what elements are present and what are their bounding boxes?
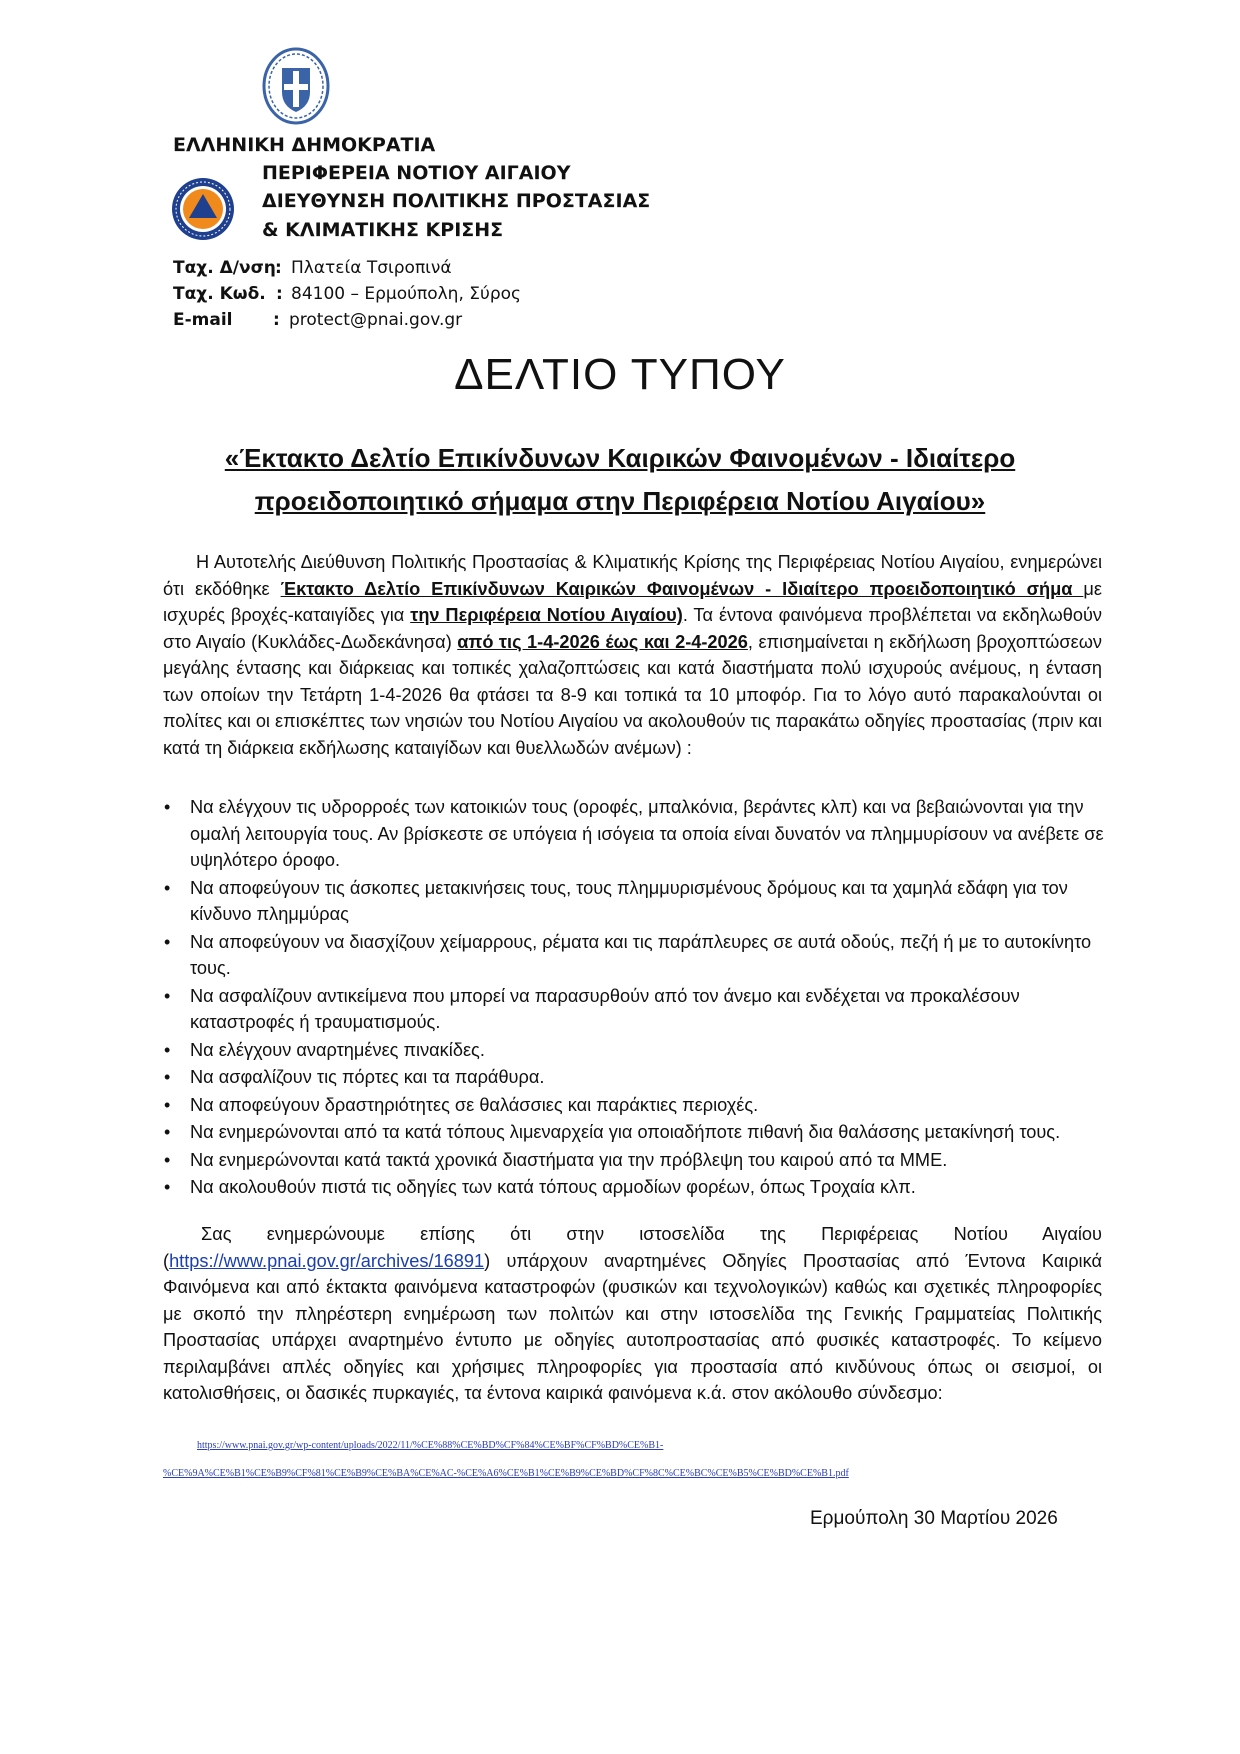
directorate-line-1: ΔΙΕΥΘΥΝΣΗ ΠΟΛΙΤΙΚΗΣ ΠΡΟΣΤΑΣΙΑΣ [262, 190, 651, 212]
list-item: • Να ακολουθούν πιστά τις οδηγίες των κατά τόπους αρμοδίων φορέων, όπως Τροχαία κλπ. [160, 1174, 1105, 1201]
greek-coat-of-arms-icon [262, 46, 330, 126]
archives-link[interactable]: https://www.pnai.gov.gr/archives/16891 [169, 1250, 485, 1271]
date-line: Ερμούπολη 30 Μαρτίου 2026 [810, 1508, 1058, 1529]
list-item: • Να ασφαλίζουν τις πόρτες και τα παράθυρα. [160, 1064, 1105, 1091]
info-paragraph: Σας ενημερώνουμε επίσης ότι στην ιστοσελίδα της Περιφέρειας Νοτίου Αιγαίου (https://www.pnai.gov.gr/archives/16891) υπάρχουν αναρτημένες Οδηγίες Προστασίας από Έντονα Καιρικά Φαινόμενα και από έκτακτα φαινόμενα καταστροφών (φυσικών και τεχνολογικών) καθώς και σχετικές πληροφορίες με σκοπό την πληρέστερη ενημέρωση των πολιτών και στην ιστοσελίδα της Γενικής Γραμματείας Πολιτικής Προστασίας υπάρχει αναρτημένο έντυπο με οδηγίες αυτοπροστασίας από φυσικές καταστροφές. Το κείμενο περιλαμβάνει απλές οδηγίες και χρήσιμες πληροφορίες για προστασία από κινδύνους όπως οι σεισμοί, οι κατολισθήσεις, οι δασικές πυρκαγιές, τα έντονα καιρικά φαινόμενα κ.ά. στον ακόλουθο σύνδεσμο: [163, 1224, 1102, 1403]
list-item: • Να ασφαλίζουν αντικείμενα που μπορεί να παρασυρθούν από τον άνεμο και ενδέχεται να προκαλέσουν καταστροφές ή τραυματισμούς. [160, 983, 1105, 1036]
postal-colon: : [276, 284, 283, 304]
postal-row [173, 284, 573, 306]
email-label: E-mail [173, 310, 233, 330]
address-label: Ταχ. Δ/νση [173, 258, 276, 278]
email-colon: : [273, 310, 280, 330]
region-name: ΠΕΡΙΦΕΡΕΙΑ ΝΟΤΙΟΥ ΑΙΓΑΙΟΥ [262, 162, 571, 184]
list-item: • Να αποφεύγουν τις άσκοπες μετακινήσεις τους, τους πλημμυρισμένους δρόμους και τα χαμηλά εδάφη για τον κίνδυνο πλημμύρας [160, 875, 1105, 928]
pdf-link-line-2[interactable]: %CE%9A%CE%B1%CE%B9%CF%81%CE%B9%CE%BA%CE%AC-%CE%A6%CE%B1%CE%B9%CE%BD%CF%8C%CE%BC%CE%B5%CE%BD%CE%B1.pdf [163, 1468, 849, 1479]
page-title: ΔΕΛΤΙΟ ΤΥΠΟΥ [454, 350, 786, 399]
pdf-link-line-1[interactable]: https://www.pnai.gov.gr/wp-content/uploads/2022/11/%CE%88%CE%BD%CF%84%CE%BF%CF%BD%CE%B1- [197, 1440, 664, 1451]
address-colon: : [275, 258, 282, 278]
instructions-list [160, 794, 1105, 1202]
list-item: • Να αποφεύγουν να διασχίζουν χείμαρρους, ρέματα και τις παράπλευρες σε αυτά οδούς, πεζή ή με το αυτοκίνητο τους. [160, 929, 1105, 982]
republic-name: ΕΛΛΗΝΙΚΗ ΔΗΜΟΚΡΑΤΙΑ [173, 134, 436, 156]
list-item: • Να αποφεύγουν δραστηριότητες σε θαλάσσιες και παράκτιες περιοχές. [160, 1092, 1105, 1119]
list-item: • Να ενημερώνονται κατά τακτά χρονικά διαστήματα για την πρόβλεψη του καιρού από τα ΜΜΕ. [160, 1147, 1105, 1174]
address-row [173, 258, 533, 280]
subtitle-line-2: προειδοποιητικό σήμαμα στην Περιφέρεια Νοτίου Αιγαίου» [254, 486, 986, 516]
address-value: Πλατεία Τσιροπινά [291, 258, 452, 278]
civil-protection-logo-icon [170, 176, 236, 242]
list-item: • Να ελέγχουν τις υδρορροές των κατοικιών τους (οροφές, μπαλκόνια, βεράντες κλπ) και να βεβαιώνονται για την ομαλή λειτουργία τους. Αν βρίσκεστε σε υπόγεια ή ισόγεια τα οποία είναι δυνατόν να πλημμυρίσουν να ανέβετε σε υψηλότερο όροφο. [160, 794, 1105, 874]
list-item: • Να ελέγχουν αναρτημένες πινακίδες. [160, 1037, 1105, 1064]
list-item: • Να ενημερώνονται από τα κατά τόπους λιμεναρχεία για οποιαδήποτε πιθανή δια θαλάσσης μετακίνησή τους. [160, 1119, 1105, 1146]
email-value[interactable]: protect@pnai.gov.gr [289, 310, 463, 330]
directorate-line-2: & ΚΛΙΜΑΤΙΚΗΣ ΚΡΙΣΗΣ [262, 219, 504, 241]
subtitle-line-1: «Έκτακτο Δελτίο Επικίνδυνων Καιρικών Φαινομένων - Ιδιαίτερο [224, 443, 1016, 473]
intro-paragraph: Η Αυτοτελής Διεύθυνση Πολιτικής Προστασίας & Κλιματικής Κρίσης της Περιφέρειας Νοτίου Αιγαίου, ενημερώνει ότι εκδόθηκε Έκτακτο Δελτίο Επικίνδυνων Καιρικών Φαινομένων - Ιδιαίτερο προειδοποιητικό σήμα με ισχυρές βροχές-καταιγίδες για την Περιφέρεια Νοτίου Αιγαίου). Τα έντονα φαινόμενα προβλέπεται να εκδηλωθούν στο Αιγαίο (Κυκλάδες-Δωδεκάνησα) από τις 1-4-2026 έως και 2-4-2026, επισημαίνεται η εκδήλωση βροχοπτώσεων μεγάλης έντασης και διάρκειας και τοπικές χαλαζοπτώσεις και κατά διαστήματα πολύ ισχυρούς ανέμους, η ένταση των οποίων την Τετάρτη 1-4-2026 θα φτάσει τα 8-9 και τοπικά τα 10 μποφόρ. Για το λόγο αυτό παρακαλούνται οι πολίτες και οι επισκέπτες των νησιών του Νοτίου Αιγαίου να ακολουθούν τις παρακάτω οδηγίες προστασίας (πριν και κατά τη διάρκεια εκδήλωσης καταιγίδων και θυελλωδών ανέμων) : [163, 552, 1103, 758]
postal-value: 84100 – Ερμούπολη, Σύρος [291, 284, 521, 304]
email-row [173, 310, 573, 332]
postal-label: Ταχ. Κωδ. [173, 284, 266, 304]
